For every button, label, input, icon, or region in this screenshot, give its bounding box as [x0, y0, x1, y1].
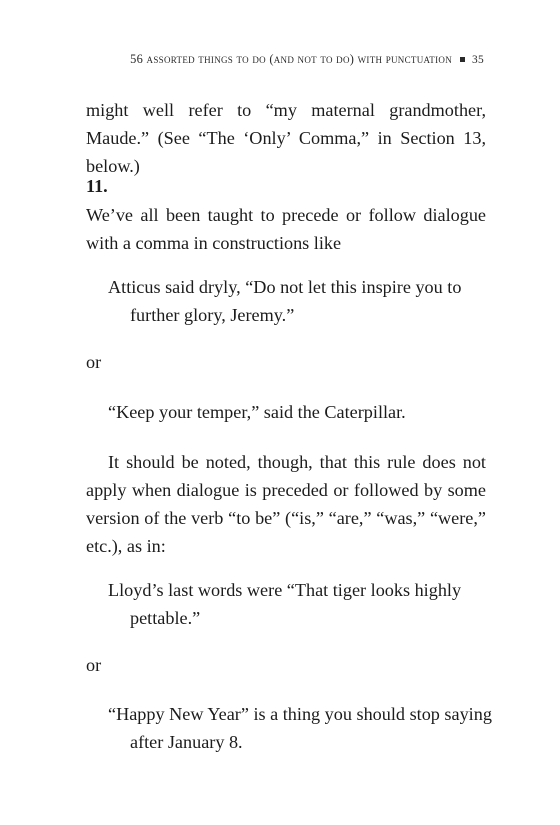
section-number-heading: 11. — [86, 176, 108, 196]
header-separator-square — [460, 57, 465, 62]
connector-or-1: or — [86, 352, 102, 372]
page-number: 35 — [472, 54, 484, 66]
dialogue-example-4: “Happy New Year” is a thing you should stop saying after January 8. — [108, 704, 492, 752]
connector-or-2: or — [86, 655, 102, 675]
running-title: 56 assorted things to do (and not to do) with punctuation — [130, 52, 452, 66]
intro-paragraph: We’ve all been taught to precede or follow dialogue with a comma in constructions like — [86, 205, 486, 253]
running-header — [92, 52, 484, 67]
dialogue-example-3: Lloyd’s last words were “That tiger looks highly pettable.” — [108, 580, 462, 628]
dialogue-example-1: Atticus said dryly, “Do not let this inspire you to further glory, Jeremy.” — [108, 277, 462, 325]
continuation-paragraph: might well refer to “my maternal grandmother, Maude.” (See “The ‘Only’ Comma,” in Section 13, below.) — [86, 100, 486, 176]
rule-paragraph: It should be noted, though, that this rule does not apply when dialogue is preceded or followed by some version of the verb “to be” (“is,” “are,” “was,” “were,” etc.), as in: — [86, 452, 486, 556]
dialogue-example-2: “Keep your temper,” said the Caterpillar. — [108, 402, 406, 422]
